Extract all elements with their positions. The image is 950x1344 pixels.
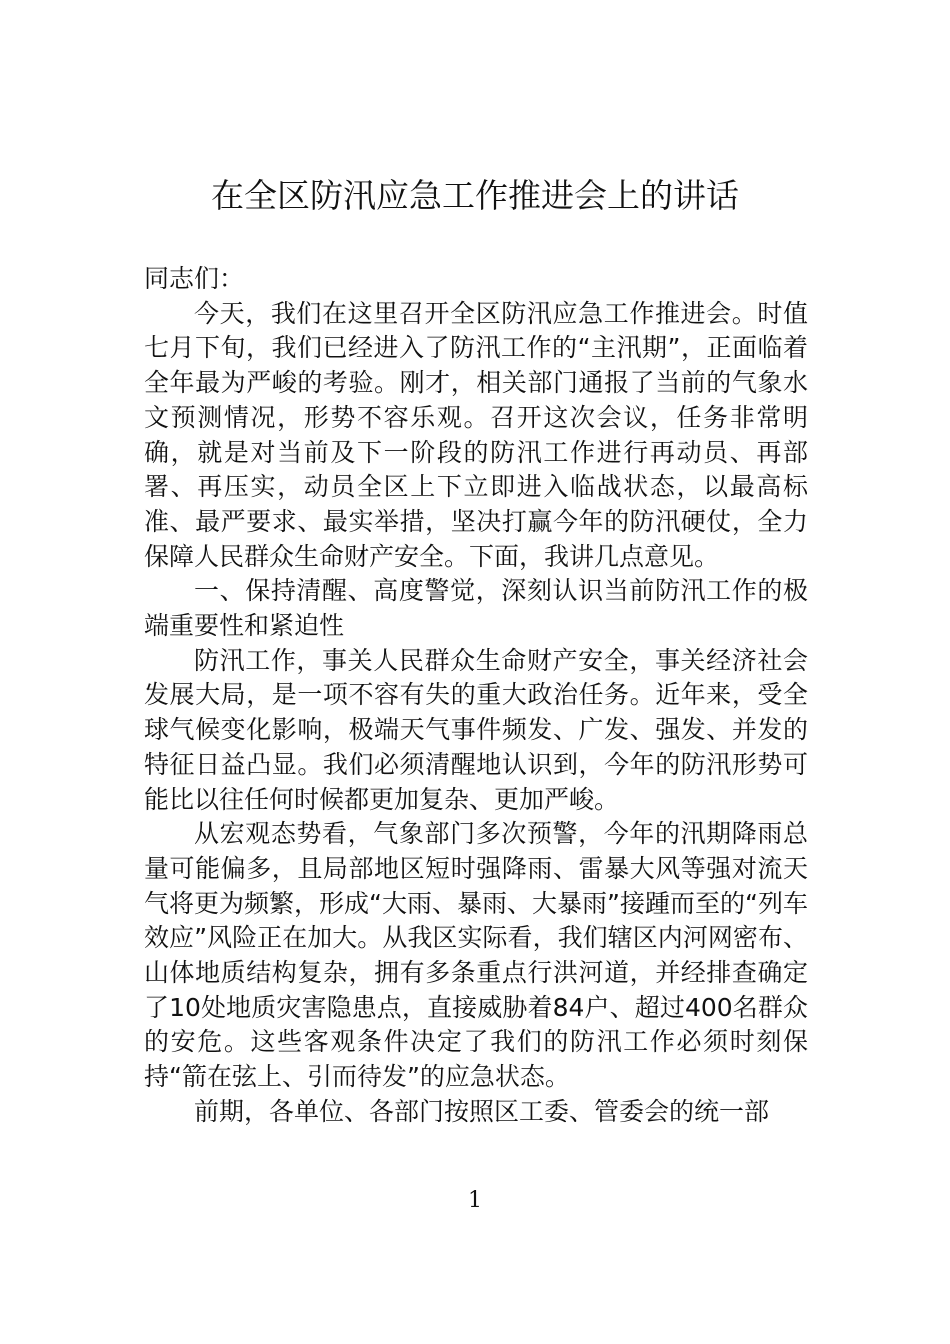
salutation: 同志们：	[144, 264, 245, 293]
document-body	[144, 262, 808, 1130]
section-heading-1: 一、保持清醒、高度警觉，深刻认识当前防汛工作的极端重要性和紧迫性	[144, 576, 808, 641]
paragraph-earlier-work: 前期，各单位、各部门按照区工委、管委会的统一部	[194, 1096, 770, 1126]
document-title: 在全区防汛应急工作推进会上的讲话	[211, 176, 739, 215]
paragraph-situation: 从宏观态势看，气象部门多次预警，今年的汛期降雨总量可能偏多，且局部地区短时强降雨、雷暴大风等强对流天气将更为频繁，形成“大雨、暴雨、大暴雨”接踵而至的“列车效应”风险正在加大。从我区实际看，我们辖区内河网密布、山体地质结构复杂，拥有多条重点行洪河道，并经排查确定了10处地质灾害隐患点，直接威胁着84户、超过400名群众的安危。这些客观条件决定了我们的防汛工作必须时刻保持“箭在弦上、引而待发”的应急状态。	[144, 819, 808, 1092]
paragraph-intro: 今天，我们在这里召开全区防汛应急工作推进会。时值七月下旬，我们已经进入了防汛工作的“主汛期”，正面临着全年最为严峻的考验。刚才，相关部门通报了当前的气象水文预测情况，形势不容乐观。召开这次会议，任务非常明确，就是对当前及下一阶段的防汛工作进行再动员、再部署、再压实，动员全区上下立即进入临战状态，以最高标准、最严要求、最实举措，坚决打赢今年的防汛硬仗，全力保障人民群众生命财产安全。下面，我讲几点意见。	[144, 298, 808, 571]
page-number: 1	[468, 1188, 482, 1213]
paragraph-importance: 防汛工作，事关人民群众生命财产安全，事关经济社会发展大局，是一项不容有失的重大政治任务。近年来，受全球气候变化影响，极端天气事件频发、广发、强发、并发的特征日益凸显。我们必须清醒地认识到，今年的防汛形势可能比以往任何时候都更加复杂、更加严峻。	[144, 645, 808, 814]
